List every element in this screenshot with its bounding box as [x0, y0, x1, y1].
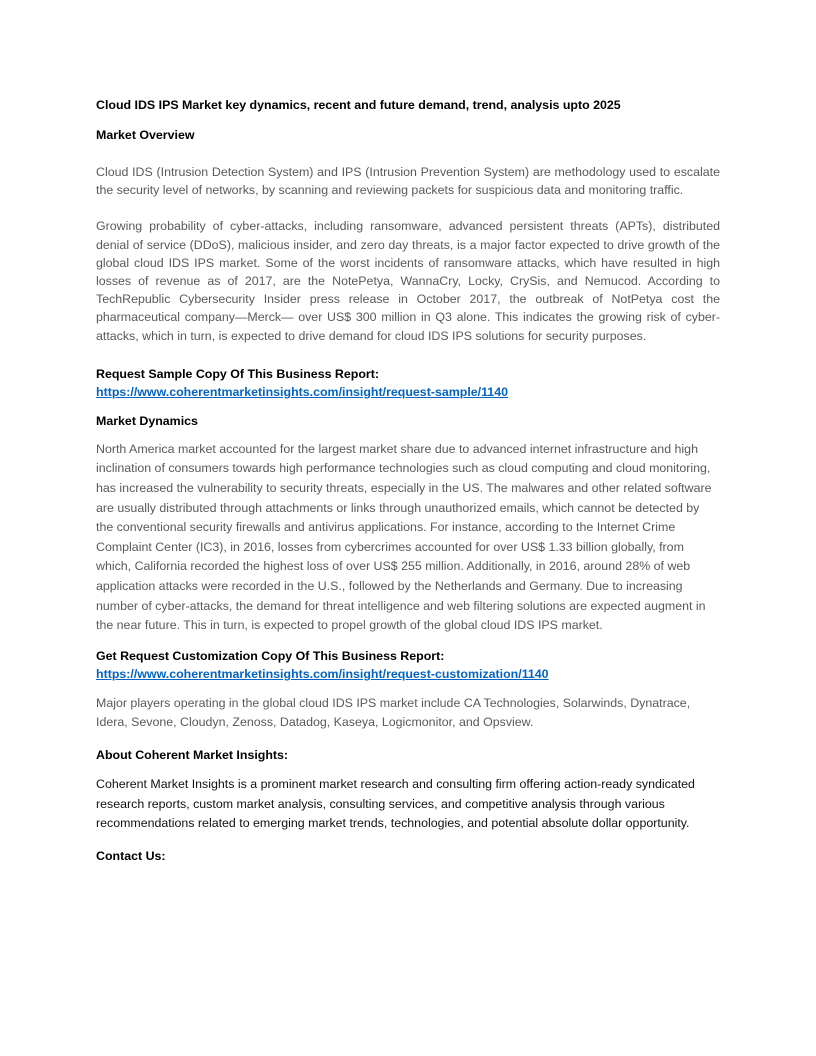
market-dynamics-paragraph: North America market accounted for the largest market share due to advanced internet infrastructure and high inclination of consumers towards high performance technologies such as cloud computing and cloud monitoring, has increased the vulnerability to security threats, especially in the US. The malwares and other related software are usually distributed through attachments or links through unauthorized emails, which cannot be detected by the conventional security firewalls and antivirus applications. For instance, according to the Internet Crime Complaint Center (IC3), in 2016, losses from cybercrimes accounted for over US$ 1.33 billion globally, from which, California recorded the highest loss of over US$ 255 million. Additionally, in 2016, around 28% of web application attacks were recorded in the U.S., followed by the Netherlands and Germany. Due to increasing number of cyber-attacks, the demand for threat intelligence and web filtering solutions are expected augment in the near future. This in turn, is expected to propel growth of the global cloud IDS IPS market.	[96, 441, 712, 633]
document-title: Cloud IDS IPS Market key dynamics, recent and future demand, trend, analysis upto 2025	[96, 98, 621, 112]
request-sample-link[interactable]: https://www.coherentmarketinsights.com/insight/request-sample/1140	[96, 384, 508, 399]
market-overview-heading: Market Overview	[96, 128, 195, 142]
request-sample-label: Request Sample Copy Of This Business Report:	[96, 366, 379, 381]
document-page	[96, 96, 720, 865]
overview-paragraph-1: Cloud IDS (Intrusion Detection System) and IPS (Intrusion Prevention System) are methodology used to escalate the security level of networks, by scanning and reviewing packets for suspicious data and monitoring traffic.	[96, 165, 720, 198]
overview-paragraph-2: Growing probability of cyber-attacks, including ransomware, advanced persistent threats (APTs), distributed denial of service (DDoS), malicious insider, and zero day threats, is a major factor expected to drive growth of the global cloud IDS IPS market. Some of the worst incidents of ransomware attacks, which have resulted in high losses of revenue as of 2017, are the NotePetya, WannaCry, Locky, CrySis, and Nemucod. According to TechRepublic Cybersecurity Insider press release in October 2017, the outbreak of NotPetya cost the pharmaceutical company—Merck— over US$ 300 million in Q3 alone. This indicates the growing risk of cyber-attacks, which in turn, is expected to drive demand for cloud IDS IPS solutions for security purposes.	[96, 219, 720, 343]
contact-heading: Contact Us:	[96, 848, 166, 863]
request-customization-link[interactable]: https://www.coherentmarketinsights.com/insight/request-customization/1140	[96, 666, 549, 681]
about-heading: About Coherent Market Insights:	[96, 747, 289, 762]
major-players-paragraph: Major players operating in the global cloud IDS IPS market include CA Technologies, Solarwinds, Dynatrace, Idera, Sevone, Cloudyn, Zenoss, Datadog, Kaseya, Logicmonitor, and Opsview.	[96, 695, 691, 730]
market-dynamics-heading: Market Dynamics	[96, 413, 198, 428]
about-paragraph: Coherent Market Insights is a prominent market research and consulting firm offering action-ready syndicated research reports, custom market analysis, consulting services, and competitive analysis through various recommendations related to emerging market trends, technologies, and potential absolute dollar opportunity.	[96, 776, 695, 831]
request-customization-label: Get Request Customization Copy Of This Business Report:	[96, 648, 445, 663]
